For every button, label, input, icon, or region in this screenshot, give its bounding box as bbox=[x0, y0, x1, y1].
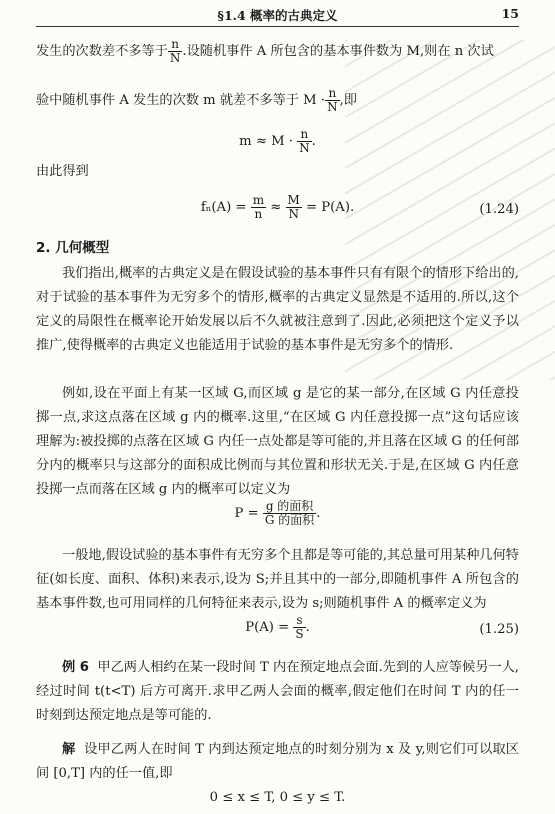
section-title: §1.4 概率的古典定义 bbox=[217, 8, 338, 23]
header-rule bbox=[36, 26, 519, 27]
page-header bbox=[36, 6, 519, 26]
paragraph-classical-limit: 我们指出,概率的古典定义是在假设试验的基本事件只有有限个的情形下给出的,对于试验的基本事件为无穷多个的情形,概率的古典定义显然是不适用的.所以,这个定义的局限性在概率论开始发展以后不久就被注意到了.因此,必须把这个定义予以推广,使得概率的古典定义也能适用于试验的基本事件是无穷多个的情形. bbox=[36, 266, 519, 353]
example-6: 例 6 甲乙两人相约在某一段时间 T 内在预定地点会面.先到的人应等候另一人,经过时间 t(t<T) 后方可离开.求甲乙两人会面的概率,假定他们在时间 T 内的任一时刻到达预定地点是等可能的. bbox=[36, 660, 519, 723]
equation-m-approx: m ≈ M · $\frac{n}{N}$ . bbox=[239, 127, 316, 155]
equation-area-ratio: P = $\frac{\text{g 的面积}}{\text{G 的面积}}$ . bbox=[234, 499, 321, 527]
equation-label-1-24: (1.24) bbox=[479, 202, 519, 217]
equation-1-25: P(A) = $\frac{s}{S}$ . bbox=[245, 613, 310, 641]
example-label: 例 6 bbox=[62, 660, 89, 675]
equation-label-1-25: (1.25) bbox=[479, 622, 519, 637]
equation-range: 0 ≤ x ≤ T, 0 ≤ y ≤ T. bbox=[209, 790, 346, 805]
section-heading-geometric: 2. 几何概型 bbox=[36, 240, 110, 256]
paragraph-intro-line1: 发生的次数差不多等于 $\frac{n}{N}$ .设随机事件 A 所包含的基本事件数为 M,则在 n 次试 bbox=[36, 37, 494, 65]
paragraph-intro-line2: 验中随机事件 A 发生的次数 m 就差不多等于 M · $\frac{n}{N}$ ,即 bbox=[36, 86, 357, 114]
equation-1-24: fₙ(A) = $\frac{m}{n}$ ≈ $\frac{M}{N}$ = P(A). bbox=[200, 193, 355, 221]
solution: 解 设甲乙两人在时间 T 内到达预定地点的时刻分别为 x 及 y,则它们可以取区间 [0,T] 内的任一值,即 bbox=[36, 742, 519, 781]
page-number: 15 bbox=[501, 6, 519, 21]
paragraph-region-example: 例如,设在平面上有某一区域 G,而区域 g 是它的某一部分,在区域 G 内任意投掷一点,求这点落在区域 g 内的概率.这里,“在区域 G 内任意投掷一点”这句话应该理解为:被投掷的点落在区域 G 内任一点处都是等可能的,并且落在区域 G 的任何部分内的概率只与这部分的面积成比例而与其位置和形状无关.于是,在区域 G 内任意投掷一点而落在区域 g 内的概率可以定义为 bbox=[36, 386, 519, 497]
fraction-n-over-N: $\frac{n}{N}$ bbox=[169, 37, 181, 65]
solution-label: 解 bbox=[62, 742, 76, 757]
derive-text: 由此得到 bbox=[36, 164, 89, 179]
paragraph-general-definition: 一般地,假设试验的基本事件有无穷多个且都是等可能的,其总量可用某种几何特征(如长度、面积、体积)来表示,设为 S;并且其中的一部分,即随机事件 A 所包含的基本事件数,也可用同样的几何特征来表示,设为 s;则随机事件 A 的概率定义为 bbox=[36, 548, 519, 611]
fraction-n-over-N: $\frac{n}{N}$ bbox=[327, 86, 338, 114]
